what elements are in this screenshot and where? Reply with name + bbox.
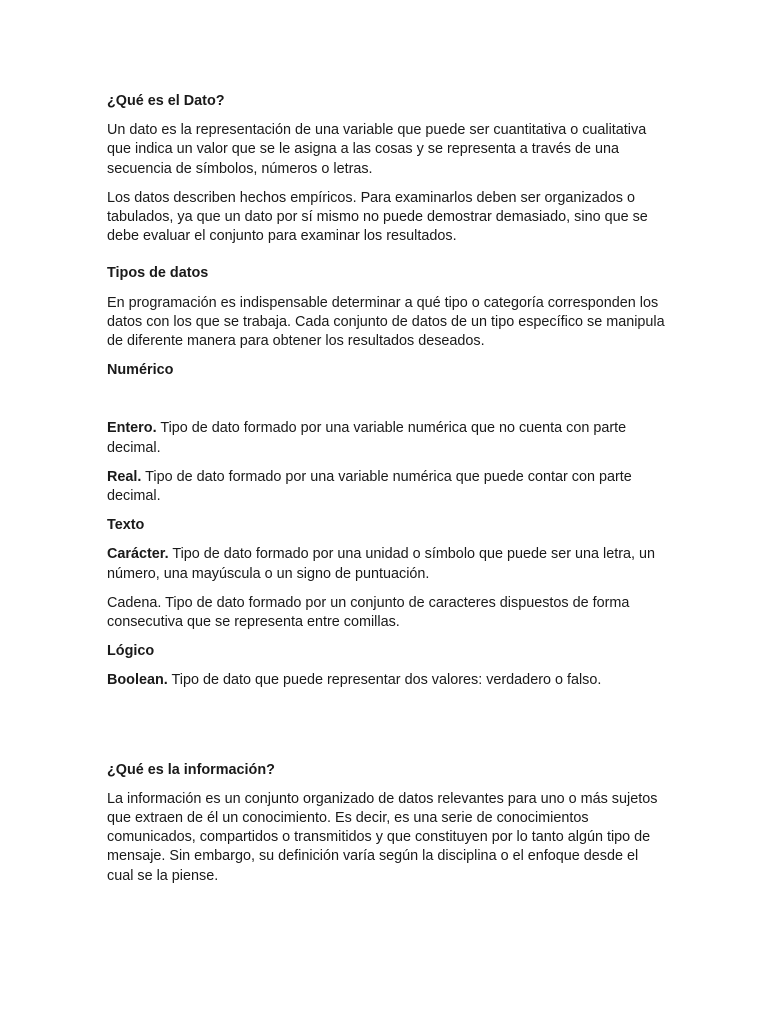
heading-que-es-la-informacion: ¿Qué es la información? — [107, 761, 275, 778]
paragraph-informacion: La información es un conjunto organizado de datos relevantes para uno o más sujetos que extraen de él un conocimiento. Es decir, es una serie de conocimientos comunicados, compartidos o transmitidos y que constituyen por lo tanto algún tipo de mensaje. Sin embargo, su definición varía según la disciplina o el enfoque desde el cual se la piense. — [107, 790, 658, 884]
paragraph-dato-definicion: Un dato es la representación de una variable que puede ser cuantitativa o cualitativa que indica un valor que se le asigna a las cosas y se representa a través de una secuencia de símbolos, números o letras. — [107, 122, 647, 177]
text-boolean: Tipo de dato que puede representar dos valores: verdadero o falso. — [167, 672, 602, 689]
heading-que-es-el-dato: ¿Qué es el Dato? — [107, 93, 225, 109]
text-entero: Tipo de dato formado por una variable numérica que no cuenta con parte decimal. — [107, 420, 627, 456]
text-real: Tipo de dato formado por una variable numérica que puede contar con parte decimal. — [107, 468, 632, 505]
heading-texto: Texto — [107, 517, 145, 534]
paragraph-cadena: Cadena. Tipo de dato formado por un conjunto de caracteres dispuestos de forma consecutiva que se representa entre comillas. — [107, 594, 630, 631]
heading-logico: Lógico — [107, 643, 155, 660]
paragraph-boolean — [107, 671, 667, 690]
term-caracter: Carácter. — [107, 546, 169, 563]
paragraph-datos-hechos: Los datos describen hechos empíricos. Para examinarlos deben ser organizados o tabulados, ya que un dato por sí mismo no puede demostrar demasiado, sino que se debe evaluar el conjunto para examinar los resultados. — [107, 189, 648, 245]
term-real: Real. — [107, 468, 142, 485]
term-boolean: Boolean. — [107, 672, 168, 689]
paragraph-caracter — [107, 545, 667, 583]
text-caracter: Tipo de dato formado por una unidad o símbolo que puede ser una letra, un número, una mayúscula o un signo de puntuación. — [107, 546, 656, 582]
heading-tipos-de-datos: Tipos de datos — [107, 265, 209, 282]
paragraph-tipos-programacion: En programación es indispensable determinar a qué tipo o categoría corresponden los datos con los que se trabaja. Cada conjunto de datos de un tipo específico se manipula de diferente manera para obtener los resultados deseados. — [107, 294, 665, 350]
document-page — [107, 92, 667, 886]
heading-numerico: Numérico — [107, 362, 174, 379]
paragraph-real — [107, 468, 667, 506]
term-entero: Entero. — [107, 420, 157, 437]
paragraph-entero — [107, 419, 667, 457]
